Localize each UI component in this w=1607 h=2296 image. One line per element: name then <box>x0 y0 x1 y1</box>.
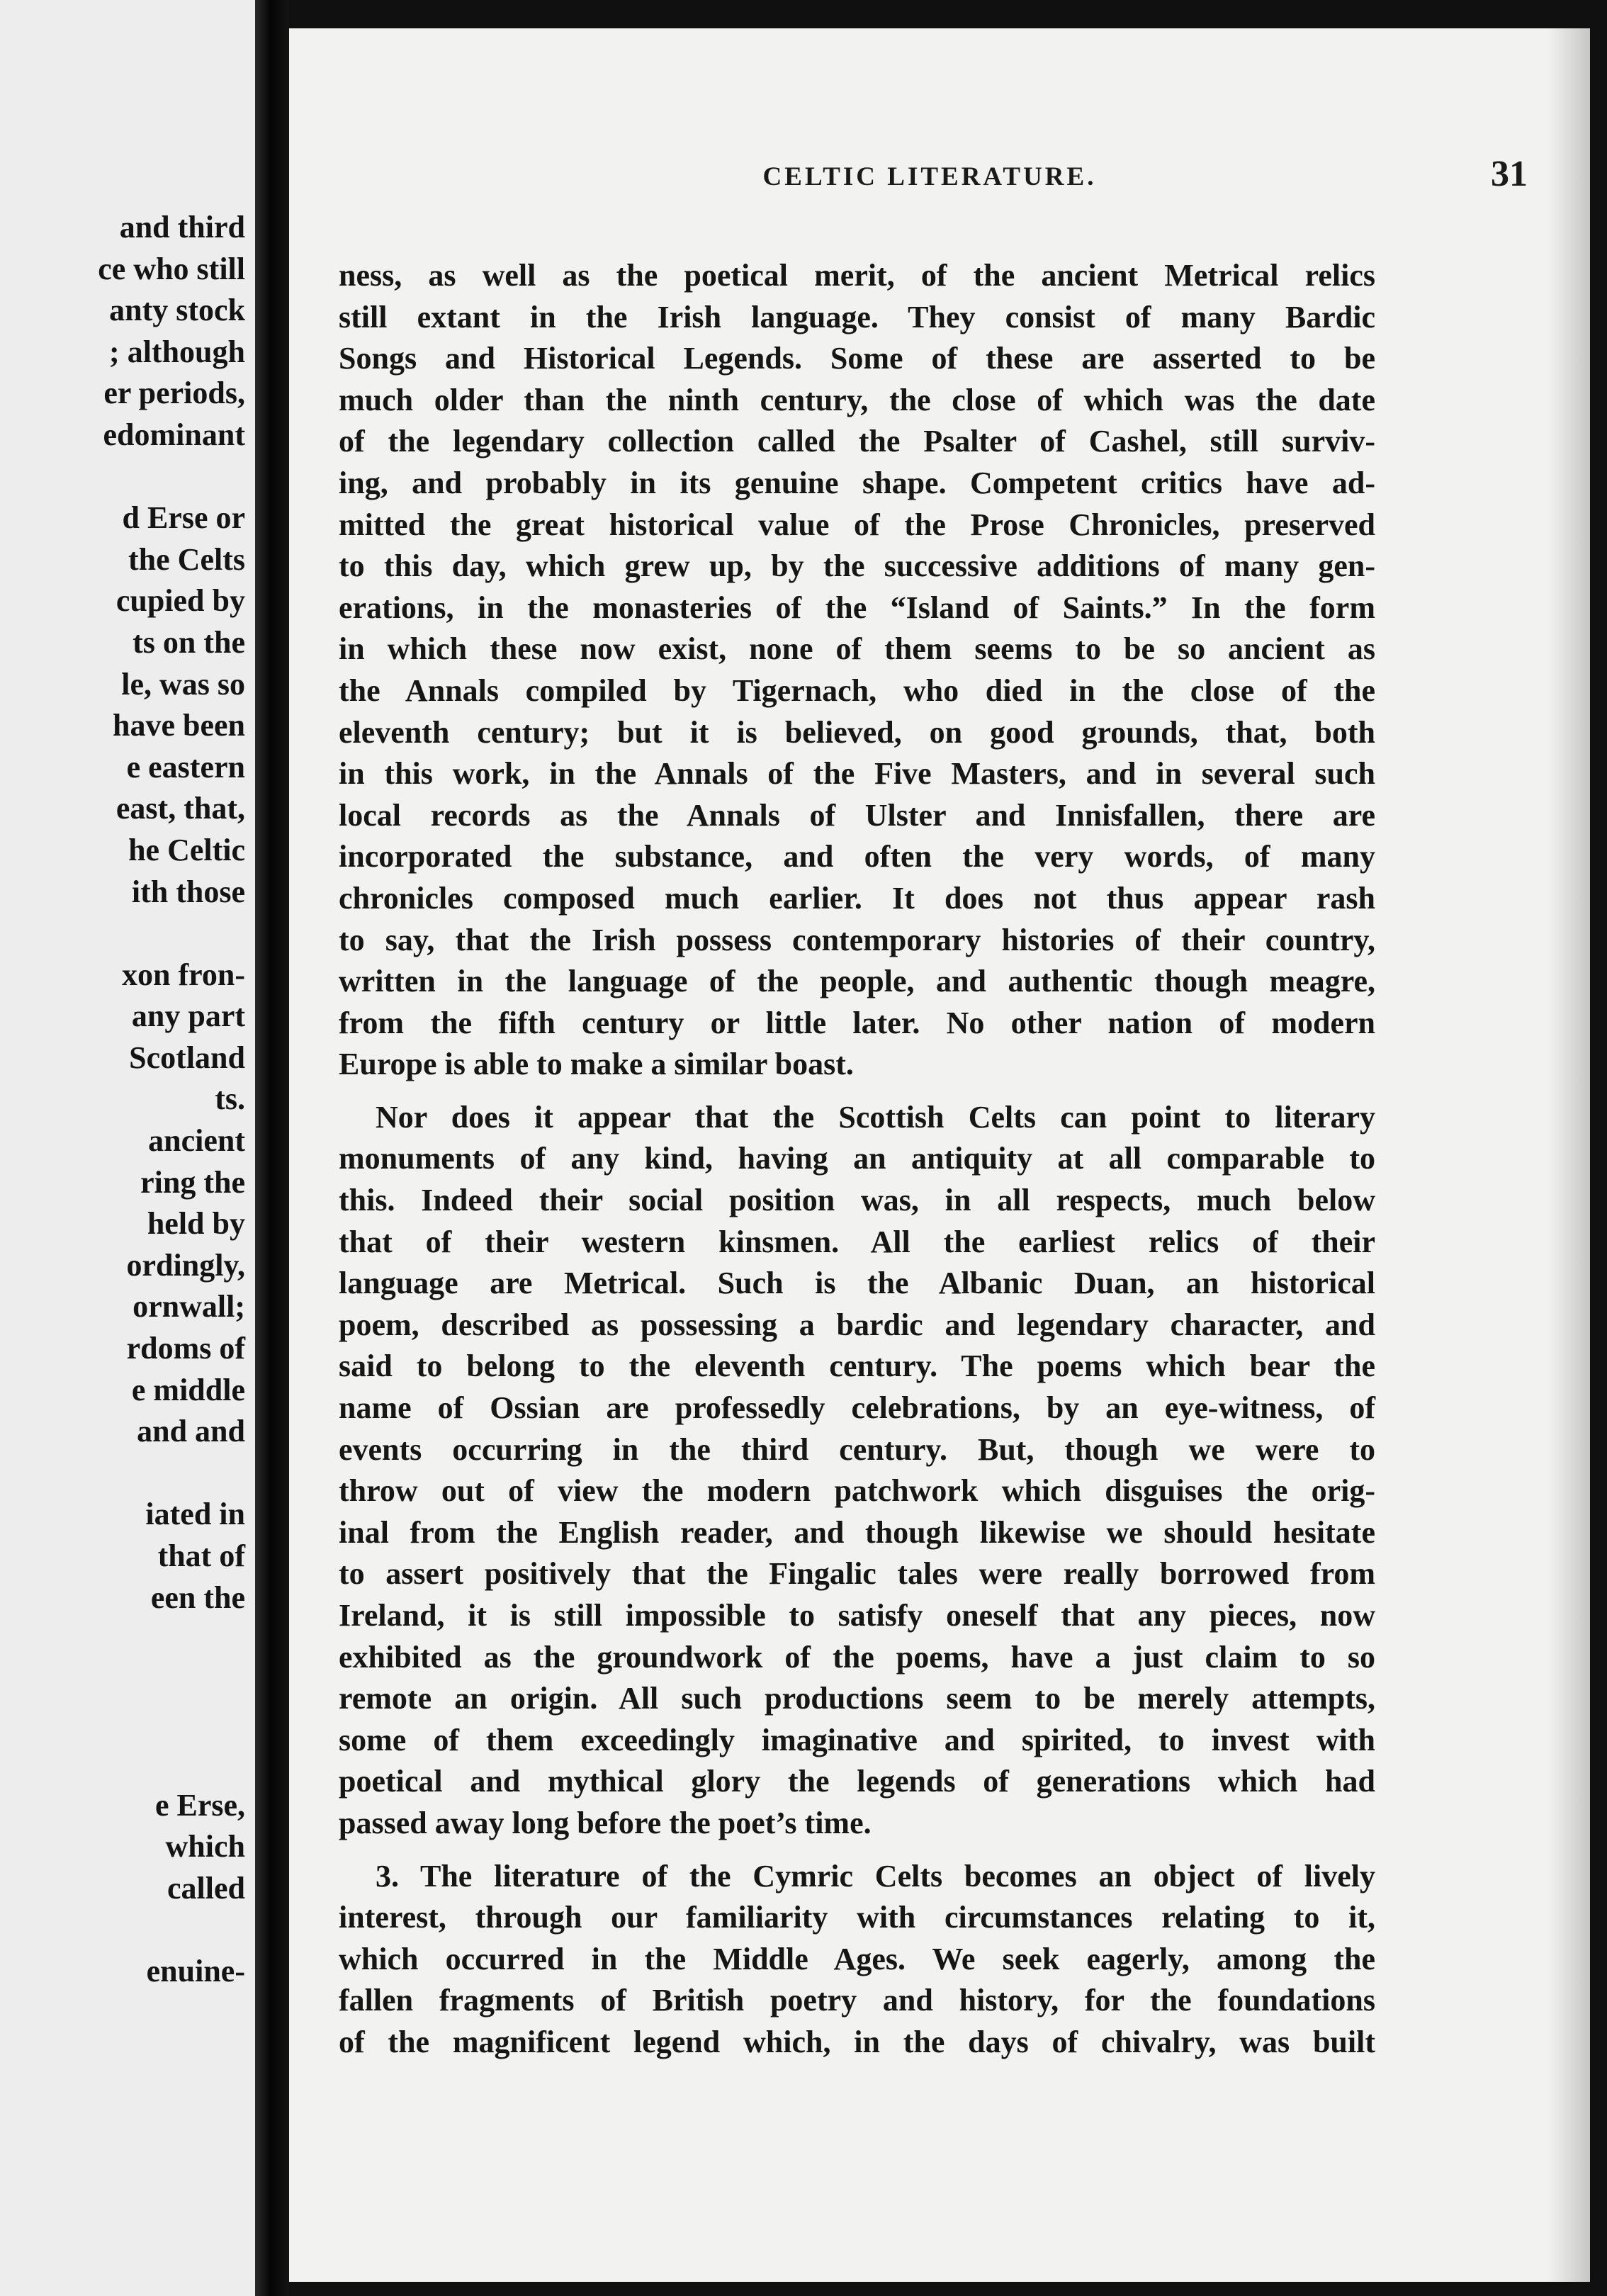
text-line: Songs and Historical Legends. Some of these are asserted to be <box>339 341 1375 376</box>
left-page-line: ring the <box>140 1164 245 1200</box>
text-line: said to belong to the eleventh century. The poems which bear the <box>339 1349 1375 1384</box>
left-page-line: e eastern <box>126 749 245 784</box>
left-page-line <box>4 1743 245 1785</box>
text-line: to assert positively that the Fingalic tales were really borrowed from <box>339 1556 1375 1592</box>
left-page-line: any part <box>131 998 245 1034</box>
text-line: some of them exceedingly imaginative and spirited, to invest with <box>339 1722 1375 1757</box>
text-line: name of Ossian are professedly celebrations, by an eye-witness, of <box>339 1390 1375 1426</box>
left-page <box>0 0 255 2296</box>
paragraph <box>339 255 1375 1086</box>
text-line: inal from the English reader, and though likewise we should hesitate <box>339 1514 1375 1550</box>
text-line: 3. The literature of the Cymric Celts becomes an object of lively <box>376 1858 1375 1893</box>
text-line: passed away long before the poet’s time. <box>339 1805 872 1840</box>
text-line: Ireland, it is still impossible to satisfy oneself that any pieces, now <box>339 1598 1375 1633</box>
text-line: eleventh century; but it is believed, on good grounds, that, both <box>339 714 1375 750</box>
left-page-line: Scotland <box>129 1040 245 1075</box>
text-line: Nor does it appear that the Scottish Celts can point to literary <box>376 1099 1375 1135</box>
text-line: erations, in the monasteries of the “Island of Saints.” In the form <box>339 590 1375 625</box>
text-line: this. Indeed their social position was, in all respects, much below <box>339 1183 1375 1218</box>
left-page-line: ancient <box>148 1123 245 1159</box>
left-page-line: rdoms of <box>126 1331 245 1366</box>
text-line: remote an origin. All such productions seem to be merely attempts, <box>339 1681 1375 1716</box>
text-line: exhibited as the groundwork of the poems, have a just claim to so <box>339 1639 1375 1675</box>
page-number: 31 <box>1491 154 1528 194</box>
text-line: which occurred in the Middle Ages. We seek eagerly, among the <box>339 1941 1375 1976</box>
left-page-line: and and <box>137 1414 245 1449</box>
left-page-line <box>4 1909 245 1951</box>
text-line: language are Metrical. Such is the Albanic Duan, an historical <box>339 1266 1375 1301</box>
left-page-text <box>4 207 245 1993</box>
left-page-line: enuine- <box>146 1953 245 1988</box>
text-line: monuments of any kind, having an antiquity at all comparable to <box>339 1141 1375 1176</box>
left-page-line: the Celts <box>128 541 245 577</box>
left-page-line: held by <box>147 1206 245 1242</box>
left-page-line: he Celtic <box>128 832 245 867</box>
left-page-line: ornwall; <box>132 1289 245 1324</box>
text-line: much older than the ninth century, the close of which was the date <box>339 382 1375 417</box>
text-line: from the fifth century or little later. No other nation of modern <box>339 1005 1375 1040</box>
text-line: in this work, in the Annals of the Five Masters, and in several such <box>339 756 1375 792</box>
running-title: CELTIC LITERATURE. <box>762 162 1097 191</box>
text-line: still extant in the Irish language. They consist of many Bardic <box>339 299 1375 334</box>
left-page-line <box>4 1660 245 1702</box>
text-line: of the legendary collection called the Psalter of Cashel, still surviv- <box>339 424 1375 459</box>
text-line: fallen fragments of British poetry and history, for the foundations <box>339 1983 1375 2018</box>
left-page-line <box>4 1453 245 1495</box>
text-line: ness, as well as the poetical merit, of the ancient Metrical relics <box>339 258 1375 293</box>
left-page-line: iated in <box>145 1497 245 1532</box>
text-line: in which these now exist, none of them seems to be so ancient as <box>339 631 1375 667</box>
text-line: poetical and mythical glory the legends of generations which had <box>339 1764 1375 1799</box>
left-page-line: edominant <box>103 417 245 452</box>
paragraph <box>339 1856 1375 2064</box>
text-line: that of their western kinsmen. All the earliest relics of their <box>339 1224 1375 1259</box>
text-line: mitted the great historical value of the Prose Chronicles, preserved <box>339 507 1375 542</box>
left-page-line <box>4 913 245 955</box>
text-line: events occurring in the third century. But, though we were to <box>339 1431 1375 1467</box>
left-page-line: ts. <box>215 1081 245 1117</box>
running-head <box>332 156 1528 198</box>
text-line: local records as the Annals of Ulster and Innisfallen, there are <box>339 797 1375 833</box>
left-page-line: d Erse or <box>122 500 245 536</box>
left-page-line: ce who still <box>98 251 245 286</box>
left-page-line: cupied by <box>115 583 245 619</box>
paragraph-gap <box>339 1086 1375 1097</box>
left-page-line: east, that, <box>115 791 245 826</box>
left-page-line: have been <box>113 708 245 743</box>
text-line: interest, through our familiarity with circumstances relating to it, <box>339 1900 1375 1935</box>
left-page-line <box>4 456 245 498</box>
left-page-line: le, was so <box>121 666 245 702</box>
text-line: to say, that the Irish possess contemporary histories of their country, <box>339 922 1375 957</box>
left-page-line: e middle <box>131 1372 245 1407</box>
left-page-line: that of <box>157 1538 245 1573</box>
text-line: Europe is able to make a similar boast. <box>339 1047 854 1082</box>
left-page-line: and third <box>119 210 245 244</box>
text-line: written in the language of the people, and authentic though meagre, <box>339 964 1375 999</box>
left-page-line: e Erse, <box>154 1787 245 1823</box>
text-line: of the magnificent legend which, in the days of chivalry, was built <box>339 2024 1375 2059</box>
paragraph-gap <box>339 1845 1375 1856</box>
body-text <box>339 255 1375 2064</box>
text-line: to this day, which grew up, by the successive additions of many gen- <box>339 548 1375 584</box>
left-page-line: een the <box>150 1580 245 1615</box>
left-page-line <box>4 1619 245 1660</box>
left-page-line: called <box>167 1870 245 1906</box>
book-gutter <box>255 0 289 2296</box>
text-line: chronicles composed much earlier. It does not thus appear rash <box>339 880 1375 916</box>
left-page-line: ordingly, <box>126 1247 245 1283</box>
left-page-line: anty stock <box>109 293 245 328</box>
text-line: ing, and probably in its genuine shape. Competent critics have ad- <box>339 465 1375 500</box>
left-page-line: ; although <box>109 334 245 369</box>
text-line: poem, described as possessing a bardic and legendary character, and <box>339 1307 1375 1342</box>
left-page-line: which <box>165 1829 245 1864</box>
left-page-line: er periods, <box>103 376 245 411</box>
text-line: incorporated the substance, and often the very words, of many <box>339 839 1375 874</box>
left-page-line: xon fron- <box>122 957 245 992</box>
paragraph <box>339 1097 1375 1845</box>
left-page-line: ts on the <box>132 624 245 660</box>
text-line: throw out of view the modern patchwork which disguises the orig- <box>339 1473 1375 1509</box>
right-page <box>289 28 1590 2282</box>
left-page-line: ith those <box>131 874 245 909</box>
text-line: the Annals compiled by Tigernach, who died in the close of the <box>339 673 1375 708</box>
left-page-line <box>4 1701 245 1743</box>
